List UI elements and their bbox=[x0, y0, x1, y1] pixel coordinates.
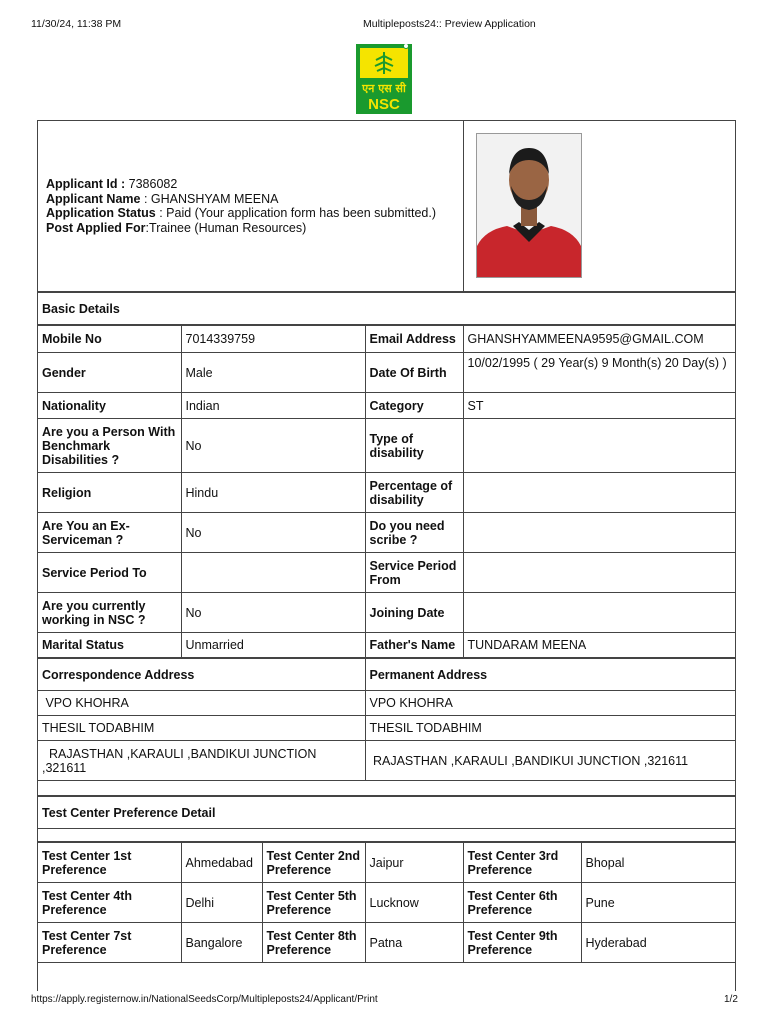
exserviceman-label: Are You an Ex-Serviceman ? bbox=[38, 513, 181, 553]
form-bottom-space bbox=[38, 963, 735, 991]
print-url[interactable]: https://apply.registernow.in/NationalSeedsCorp/Multipleposts24/Applicant/Print bbox=[31, 994, 378, 1005]
service-from-label: Service Period From bbox=[365, 553, 463, 593]
disability-pct-label: Percentage of disability bbox=[365, 473, 463, 513]
gender-label: Gender bbox=[38, 353, 181, 393]
test-center-title: Test Center Preference Detail bbox=[38, 797, 735, 829]
category-label: Category bbox=[365, 393, 463, 419]
logo-hindi-text: एन एस सी bbox=[362, 82, 406, 95]
applicant-photo bbox=[476, 133, 582, 278]
permanent-address-title: Permanent Address bbox=[365, 659, 735, 691]
mobile-value: 7014339759 bbox=[181, 326, 365, 353]
tc7-label: Test Center 7st Preference bbox=[38, 923, 181, 963]
marital-value: Unmarried bbox=[181, 633, 365, 658]
tc1-value: Ahmedabad bbox=[181, 843, 262, 883]
tc3-value: Bhopal bbox=[581, 843, 735, 883]
basic-details-title: Basic Details bbox=[38, 293, 735, 325]
mobile-label: Mobile No bbox=[38, 326, 181, 353]
applicant-id-label: Applicant Id : bbox=[46, 177, 126, 191]
tc1-label: Test Center 1st Preference bbox=[38, 843, 181, 883]
tc4-value: Delhi bbox=[181, 883, 262, 923]
applicant-name: : GHANSHYAM MEENA bbox=[140, 191, 279, 206]
scribe-label: Do you need scribe ? bbox=[365, 513, 463, 553]
email-label: Email Address bbox=[365, 326, 463, 353]
photo-cell bbox=[463, 121, 735, 292]
gender-value: Male bbox=[181, 353, 365, 393]
post-applied-label: Post Applied For bbox=[46, 220, 146, 235]
tc6-value: Pune bbox=[581, 883, 735, 923]
marital-label: Marital Status bbox=[38, 633, 181, 658]
category-value: ST bbox=[463, 393, 735, 419]
corr-address-line3: RAJASTHAN ,KARAULI ,BANDIKUI JUNCTION ,321611 bbox=[38, 741, 365, 781]
perm-address-line3: RAJASTHAN ,KARAULI ,BANDIKUI JUNCTION ,321611 bbox=[365, 741, 735, 781]
tc6-label: Test Center 6th Preference bbox=[463, 883, 581, 923]
scribe-value bbox=[463, 513, 735, 553]
dob-label: Date Of Birth bbox=[365, 353, 463, 393]
perm-address-line1: VPO KHOHRA bbox=[365, 691, 735, 716]
logo-nsc-text: NSC bbox=[368, 96, 400, 113]
tc9-label: Test Center 9th Preference bbox=[463, 923, 581, 963]
tc8-label: Test Center 8th Preference bbox=[262, 923, 365, 963]
exserviceman-value: No bbox=[181, 513, 365, 553]
post-applied: :Trainee (Human Resources) bbox=[145, 220, 307, 235]
applicant-id: 7386082 bbox=[125, 177, 178, 191]
email-value: GHANSHYAMMEENA9595@GMAIL.COM bbox=[463, 326, 735, 353]
service-from-value bbox=[463, 553, 735, 593]
section-divider bbox=[38, 781, 735, 796]
test-center-table bbox=[38, 842, 735, 963]
nsc-working-value: No bbox=[181, 593, 365, 633]
joining-date-value bbox=[463, 593, 735, 633]
print-title: Multipleposts24:: Preview Application bbox=[363, 18, 536, 30]
corr-address-line2: THESIL TODABHIM bbox=[38, 716, 365, 741]
address-table bbox=[38, 658, 735, 796]
applicant-name-label: Applicant Name bbox=[46, 191, 141, 206]
print-datetime: 11/30/24, 11:38 PM bbox=[31, 18, 122, 30]
service-to-label: Service Period To bbox=[38, 553, 181, 593]
application-status: : Paid (Your application form has been submitted.) bbox=[155, 206, 436, 220]
section-divider bbox=[38, 829, 735, 842]
tc9-value: Hyderabad bbox=[581, 923, 735, 963]
perm-address-line2: THESIL TODABHIM bbox=[365, 716, 735, 741]
nationality-value: Indian bbox=[181, 393, 365, 419]
nsc-logo bbox=[356, 44, 412, 114]
joining-date-label: Joining Date bbox=[365, 593, 463, 633]
dob-value: 10/02/1995 ( 29 Year(s) 9 Month(s) 20 Day(s) ) bbox=[463, 353, 735, 393]
tc8-value: Patna bbox=[365, 923, 463, 963]
tc3-label: Test Center 3rd Preference bbox=[463, 843, 581, 883]
tc2-label: Test Center 2nd Preference bbox=[262, 843, 365, 883]
religion-value: Hindu bbox=[181, 473, 365, 513]
nationality-label: Nationality bbox=[38, 393, 181, 419]
disability-pct-value bbox=[463, 473, 735, 513]
service-to-value bbox=[181, 553, 365, 593]
father-name-value: TUNDARAM MEENA bbox=[463, 633, 735, 658]
disability-type-label: Type of disability bbox=[365, 419, 463, 473]
disability-type-value bbox=[463, 419, 735, 473]
nsc-working-label: Are you currently working in NSC ? bbox=[38, 593, 181, 633]
tc5-label: Test Center 5th Preference bbox=[262, 883, 365, 923]
application-form bbox=[37, 120, 736, 991]
basic-details-table bbox=[38, 325, 735, 658]
tc7-value: Bangalore bbox=[181, 923, 262, 963]
tc4-label: Test Center 4th Preference bbox=[38, 883, 181, 923]
application-status-label: Application Status bbox=[46, 206, 156, 220]
tc2-value: Jaipur bbox=[365, 843, 463, 883]
applicant-info bbox=[38, 121, 463, 292]
correspondence-address-title: Correspondence Address bbox=[38, 659, 365, 691]
page-number: 1/2 bbox=[724, 994, 738, 1005]
father-name-label: Father's Name bbox=[365, 633, 463, 658]
pwbd-value: No bbox=[181, 419, 365, 473]
religion-label: Religion bbox=[38, 473, 181, 513]
tc5-value: Lucknow bbox=[365, 883, 463, 923]
pwbd-label: Are you a Person With Benchmark Disabilities ? bbox=[38, 419, 181, 473]
corr-address-line1: VPO KHOHRA bbox=[38, 691, 365, 716]
